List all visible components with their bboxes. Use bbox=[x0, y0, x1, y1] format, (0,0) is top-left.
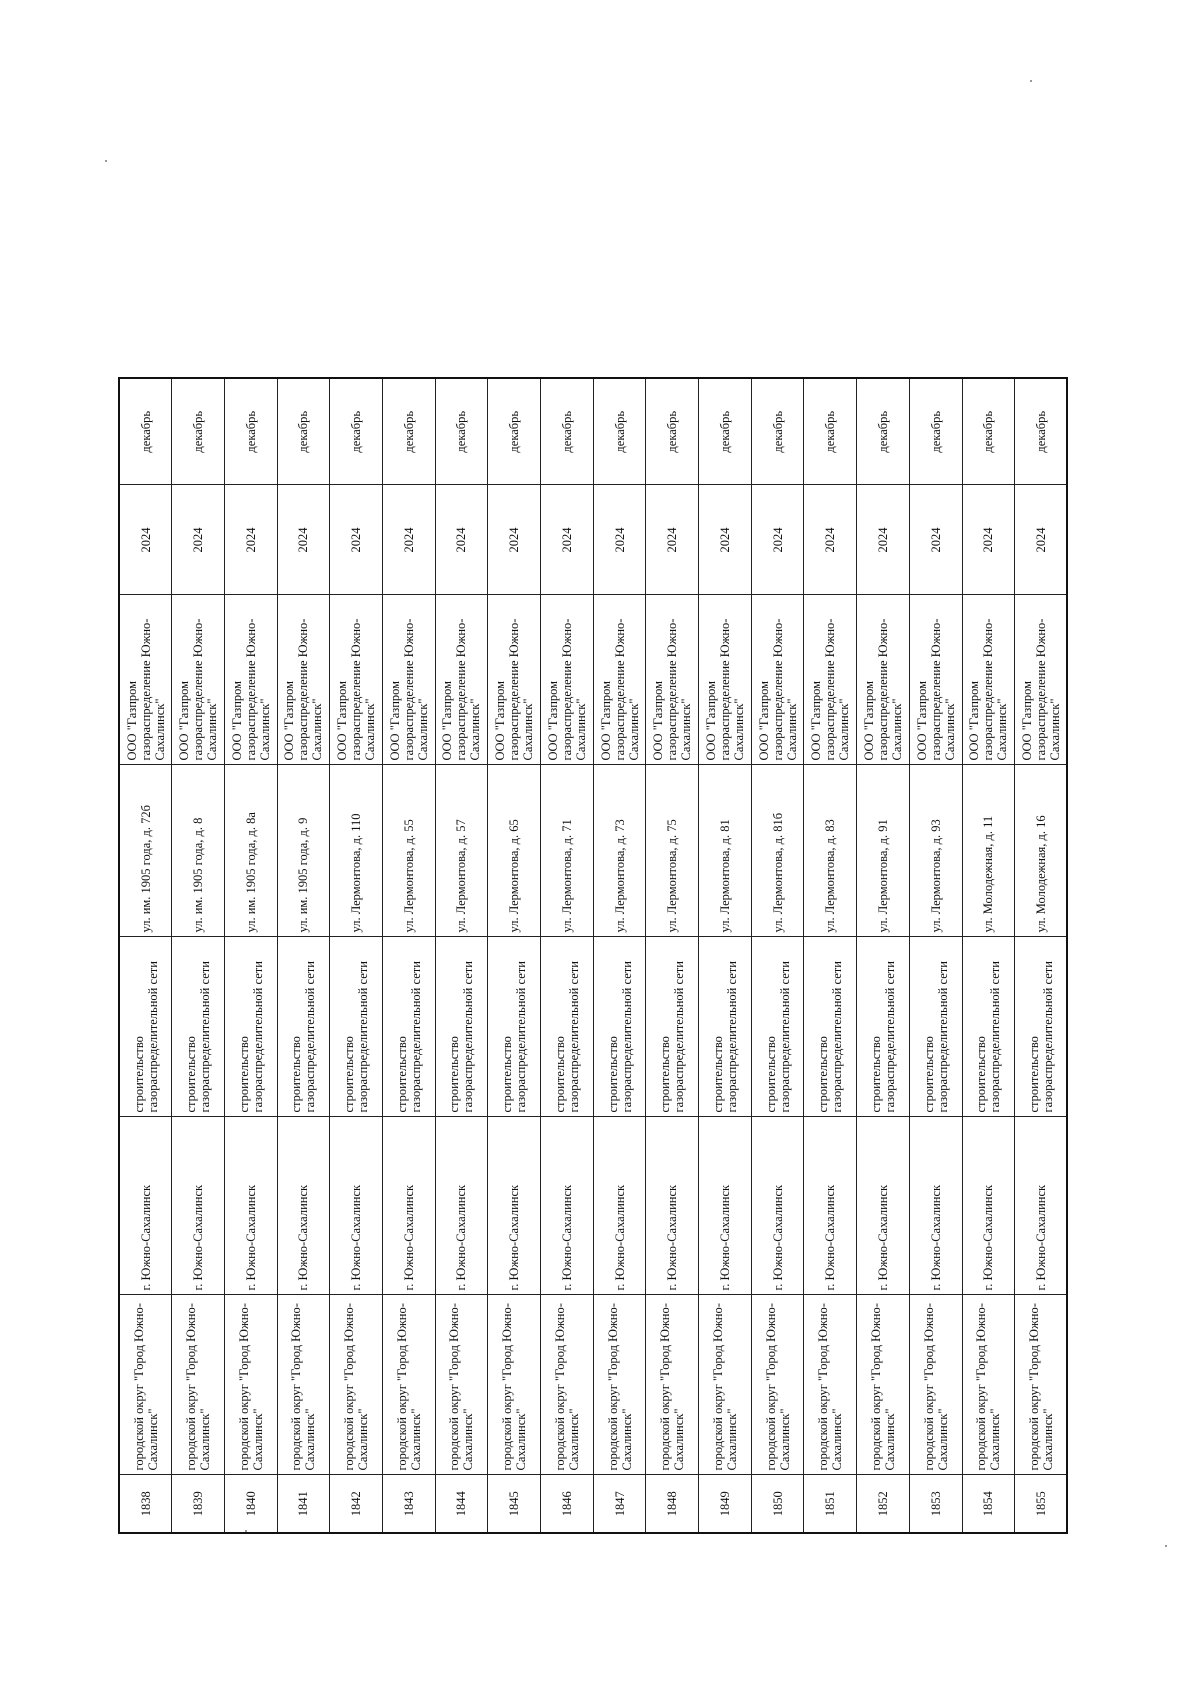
year-cell: 2024 bbox=[224, 485, 277, 595]
address-cell: ул. Лермонтова, д. 57 bbox=[435, 765, 488, 937]
locality-cell: г. Южно-Сахалинск bbox=[541, 1117, 594, 1295]
table-row bbox=[277, 378, 330, 1533]
municipality-cell: городской округ "Город Южно-Сахалинск" bbox=[646, 1295, 699, 1475]
address-cell: ул. Лермонтова, д. 73 bbox=[593, 765, 646, 937]
organization-cell: ООО "Газпром газораспределение Южно-Сахалинск" bbox=[804, 595, 857, 765]
work-type-cell: строительство газораспределительной сети bbox=[857, 937, 910, 1117]
locality-cell: г. Южно-Сахалинск bbox=[488, 1117, 541, 1295]
organization-cell: ООО "Газпром газораспределение Южно-Сахалинск" bbox=[646, 595, 699, 765]
month-cell: декабрь bbox=[1015, 378, 1068, 485]
month-cell: декабрь bbox=[330, 378, 383, 485]
work-type-cell: строительство газораспределительной сети bbox=[1015, 937, 1068, 1117]
municipality-cell: городской округ "Город Южно-Сахалинск" bbox=[751, 1295, 804, 1475]
municipality-cell: городской округ "Город Южно-Сахалинск" bbox=[857, 1295, 910, 1475]
month-cell: декабрь bbox=[277, 378, 330, 485]
month-cell: декабрь bbox=[962, 378, 1015, 485]
row-number: 1853 bbox=[909, 1475, 962, 1533]
address-cell: ул. Лермонтова, д. 65 bbox=[488, 765, 541, 937]
row-number: 1854 bbox=[962, 1475, 1015, 1533]
municipality-cell: городской округ "Город Южно-Сахалинск" bbox=[962, 1295, 1015, 1475]
organization-cell: ООО "Газпром газораспределение Южно-Сахалинск" bbox=[751, 595, 804, 765]
row-number: 1850 bbox=[751, 1475, 804, 1533]
row-number: 1845 bbox=[488, 1475, 541, 1533]
work-type-cell: строительство газораспределительной сети bbox=[646, 937, 699, 1117]
year-cell: 2024 bbox=[962, 485, 1015, 595]
year-cell: 2024 bbox=[593, 485, 646, 595]
organization-cell: ООО "Газпром газораспределение Южно-Сахалинск" bbox=[435, 595, 488, 765]
municipality-cell: городской округ "Город Южно-Сахалинск" bbox=[435, 1295, 488, 1475]
work-type-cell: строительство газораспределительной сети bbox=[541, 937, 594, 1117]
gas-network-register-table bbox=[118, 377, 1068, 1534]
table-row bbox=[435, 378, 488, 1533]
locality-cell: г. Южно-Сахалинск bbox=[435, 1117, 488, 1295]
locality-cell: г. Южно-Сахалинск bbox=[277, 1117, 330, 1295]
work-type-cell: строительство газораспределительной сети bbox=[488, 937, 541, 1117]
address-cell: ул. Лермонтова, д. 93 bbox=[909, 765, 962, 937]
row-number: 1841 bbox=[277, 1475, 330, 1533]
table-row bbox=[646, 378, 699, 1533]
address-cell: ул. Лермонтова, д. 83 bbox=[804, 765, 857, 937]
month-cell: декабрь bbox=[224, 378, 277, 485]
municipality-cell: городской округ "Город Южно-Сахалинск" bbox=[593, 1295, 646, 1475]
table-row bbox=[699, 378, 752, 1533]
month-cell: декабрь bbox=[382, 378, 435, 485]
year-cell: 2024 bbox=[751, 485, 804, 595]
locality-cell: г. Южно-Сахалинск bbox=[172, 1117, 225, 1295]
row-number: 1844 bbox=[435, 1475, 488, 1533]
month-cell: декабрь bbox=[488, 378, 541, 485]
municipality-cell: городской округ "Город Южно-Сахалинск" bbox=[488, 1295, 541, 1475]
rotated-table-container bbox=[118, 379, 1068, 1534]
locality-cell: г. Южно-Сахалинск bbox=[224, 1117, 277, 1295]
municipality-cell: городской округ "Город Южно-Сахалинск" bbox=[382, 1295, 435, 1475]
work-type-cell: строительство газораспределительной сети bbox=[435, 937, 488, 1117]
organization-cell: ООО "Газпром газораспределение Южно-Сахалинск" bbox=[382, 595, 435, 765]
locality-cell: г. Южно-Сахалинск bbox=[962, 1117, 1015, 1295]
table-row bbox=[857, 378, 910, 1533]
row-number: 1840 bbox=[224, 1475, 277, 1533]
row-number: 1849 bbox=[699, 1475, 752, 1533]
table-row bbox=[751, 378, 804, 1533]
locality-cell: г. Южно-Сахалинск bbox=[382, 1117, 435, 1295]
table-row bbox=[119, 378, 172, 1533]
year-cell: 2024 bbox=[646, 485, 699, 595]
table-row bbox=[804, 378, 857, 1533]
work-type-cell: строительство газораспределительной сети bbox=[962, 937, 1015, 1117]
locality-cell: г. Южно-Сахалинск bbox=[699, 1117, 752, 1295]
work-type-cell: строительство газораспределительной сети bbox=[330, 937, 383, 1117]
municipality-cell: городской округ "Город Южно-Сахалинск" bbox=[804, 1295, 857, 1475]
year-cell: 2024 bbox=[435, 485, 488, 595]
address-cell: ул. Лермонтова, д. 75 bbox=[646, 765, 699, 937]
municipality-cell: городской округ "Город Южно-Сахалинск" bbox=[224, 1295, 277, 1475]
organization-cell: ООО "Газпром газораспределение Южно-Сахалинск" bbox=[172, 595, 225, 765]
organization-cell: ООО "Газпром газораспределение Южно-Сахалинск" bbox=[330, 595, 383, 765]
month-cell: декабрь bbox=[172, 378, 225, 485]
municipality-cell: городской округ "Город Южно-Сахалинск" bbox=[330, 1295, 383, 1475]
locality-cell: г. Южно-Сахалинск bbox=[593, 1117, 646, 1295]
row-number: 1848 bbox=[646, 1475, 699, 1533]
row-number: 1842 bbox=[330, 1475, 383, 1533]
month-cell: декабрь bbox=[751, 378, 804, 485]
year-cell: 2024 bbox=[699, 485, 752, 595]
address-cell: ул. Лермонтова, д. 110 bbox=[330, 765, 383, 937]
address-cell: ул. им. 1905 года, д. 72б bbox=[119, 765, 172, 937]
table-row bbox=[224, 378, 277, 1533]
locality-cell: г. Южно-Сахалинск bbox=[330, 1117, 383, 1295]
organization-cell: ООО "Газпром газораспределение Южно-Сахалинск" bbox=[277, 595, 330, 765]
work-type-cell: строительство газораспределительной сети bbox=[224, 937, 277, 1117]
organization-cell: ООО "Газпром газораспределение Южно-Сахалинск" bbox=[857, 595, 910, 765]
municipality-cell: городской округ "Город Южно-Сахалинск" bbox=[119, 1295, 172, 1475]
month-cell: декабрь bbox=[699, 378, 752, 485]
table-row bbox=[330, 378, 383, 1533]
locality-cell: г. Южно-Сахалинск bbox=[1015, 1117, 1068, 1295]
table-row bbox=[593, 378, 646, 1533]
work-type-cell: строительство газораспределительной сети bbox=[699, 937, 752, 1117]
table-row bbox=[172, 378, 225, 1533]
organization-cell: ООО "Газпром газораспределение Южно-Сахалинск" bbox=[119, 595, 172, 765]
table-body bbox=[119, 378, 1067, 1533]
year-cell: 2024 bbox=[488, 485, 541, 595]
month-cell: декабрь bbox=[646, 378, 699, 485]
municipality-cell: городской округ "Город Южно-Сахалинск" bbox=[172, 1295, 225, 1475]
year-cell: 2024 bbox=[382, 485, 435, 595]
row-number: 1839 bbox=[172, 1475, 225, 1533]
work-type-cell: строительство газораспределительной сети bbox=[804, 937, 857, 1117]
row-number: 1852 bbox=[857, 1475, 910, 1533]
organization-cell: ООО "Газпром газораспределение Южно-Сахалинск" bbox=[224, 595, 277, 765]
municipality-cell: городской округ "Город Южно-Сахалинск" bbox=[277, 1295, 330, 1475]
locality-cell: г. Южно-Сахалинск bbox=[857, 1117, 910, 1295]
municipality-cell: городской округ "Город Южно-Сахалинск" bbox=[541, 1295, 594, 1475]
year-cell: 2024 bbox=[1015, 485, 1068, 595]
row-number: 1847 bbox=[593, 1475, 646, 1533]
year-cell: 2024 bbox=[804, 485, 857, 595]
address-cell: ул. Лермонтова, д. 91 bbox=[857, 765, 910, 937]
address-cell: ул. Молодежная, д. 16 bbox=[1015, 765, 1068, 937]
table-row bbox=[1015, 378, 1068, 1533]
organization-cell: ООО "Газпром газораспределение Южно-Сахалинск" bbox=[488, 595, 541, 765]
row-number: 1846 bbox=[541, 1475, 594, 1533]
locality-cell: г. Южно-Сахалинск bbox=[119, 1117, 172, 1295]
municipality-cell: городской округ "Город Южно-Сахалинск" bbox=[1015, 1295, 1068, 1475]
year-cell: 2024 bbox=[857, 485, 910, 595]
table-row bbox=[382, 378, 435, 1533]
year-cell: 2024 bbox=[909, 485, 962, 595]
scan-speck bbox=[1030, 80, 1032, 82]
month-cell: декабрь bbox=[857, 378, 910, 485]
scan-speck bbox=[1165, 1545, 1167, 1547]
work-type-cell: строительство газораспределительной сети bbox=[593, 937, 646, 1117]
address-cell: ул. Лермонтова, д. 81б bbox=[751, 765, 804, 937]
address-cell: ул. Молодежная, д. 11 bbox=[962, 765, 1015, 937]
scan-speck bbox=[105, 160, 107, 162]
organization-cell: ООО "Газпром газораспределение Южно-Сахалинск" bbox=[962, 595, 1015, 765]
table-row bbox=[488, 378, 541, 1533]
work-type-cell: строительство газораспределительной сети bbox=[909, 937, 962, 1117]
organization-cell: ООО "Газпром газораспределение Южно-Сахалинск" bbox=[1015, 595, 1068, 765]
row-number: 1843 bbox=[382, 1475, 435, 1533]
month-cell: декабрь bbox=[435, 378, 488, 485]
table-row bbox=[909, 378, 962, 1533]
row-number: 1855 bbox=[1015, 1475, 1068, 1533]
work-type-cell: строительство газораспределительной сети bbox=[172, 937, 225, 1117]
work-type-cell: строительство газораспределительной сети bbox=[751, 937, 804, 1117]
address-cell: ул. им. 1905 года, д. 8 bbox=[172, 765, 225, 937]
year-cell: 2024 bbox=[277, 485, 330, 595]
organization-cell: ООО "Газпром газораспределение Южно-Сахалинск" bbox=[909, 595, 962, 765]
municipality-cell: городской округ "Город Южно-Сахалинск" bbox=[699, 1295, 752, 1475]
municipality-cell: городской округ "Город Южно-Сахалинск" bbox=[909, 1295, 962, 1475]
work-type-cell: строительство газораспределительной сети bbox=[382, 937, 435, 1117]
address-cell: ул. Лермонтова, д. 81 bbox=[699, 765, 752, 937]
year-cell: 2024 bbox=[330, 485, 383, 595]
organization-cell: ООО "Газпром газораспределение Южно-Сахалинск" bbox=[699, 595, 752, 765]
month-cell: декабрь bbox=[119, 378, 172, 485]
year-cell: 2024 bbox=[541, 485, 594, 595]
locality-cell: г. Южно-Сахалинск bbox=[909, 1117, 962, 1295]
address-cell: ул. Лермонтова, д. 55 bbox=[382, 765, 435, 937]
locality-cell: г. Южно-Сахалинск bbox=[646, 1117, 699, 1295]
table-row bbox=[541, 378, 594, 1533]
work-type-cell: строительство газораспределительной сети bbox=[277, 937, 330, 1117]
address-cell: ул. им. 1905 года, д. 8а bbox=[224, 765, 277, 937]
address-cell: ул. им. 1905 года, д. 9 bbox=[277, 765, 330, 937]
locality-cell: г. Южно-Сахалинск bbox=[804, 1117, 857, 1295]
month-cell: декабрь bbox=[541, 378, 594, 485]
year-cell: 2024 bbox=[172, 485, 225, 595]
organization-cell: ООО "Газпром газораспределение Южно-Сахалинск" bbox=[541, 595, 594, 765]
organization-cell: ООО "Газпром газораспределение Южно-Сахалинск" bbox=[593, 595, 646, 765]
year-cell: 2024 bbox=[119, 485, 172, 595]
work-type-cell: строительство газораспределительной сети bbox=[119, 937, 172, 1117]
table-row bbox=[962, 378, 1015, 1533]
month-cell: декабрь bbox=[909, 378, 962, 485]
row-number: 1838 bbox=[119, 1475, 172, 1533]
month-cell: декабрь bbox=[593, 378, 646, 485]
month-cell: декабрь bbox=[804, 378, 857, 485]
locality-cell: г. Южно-Сахалинск bbox=[751, 1117, 804, 1295]
address-cell: ул. Лермонтова, д. 71 bbox=[541, 765, 594, 937]
row-number: 1851 bbox=[804, 1475, 857, 1533]
